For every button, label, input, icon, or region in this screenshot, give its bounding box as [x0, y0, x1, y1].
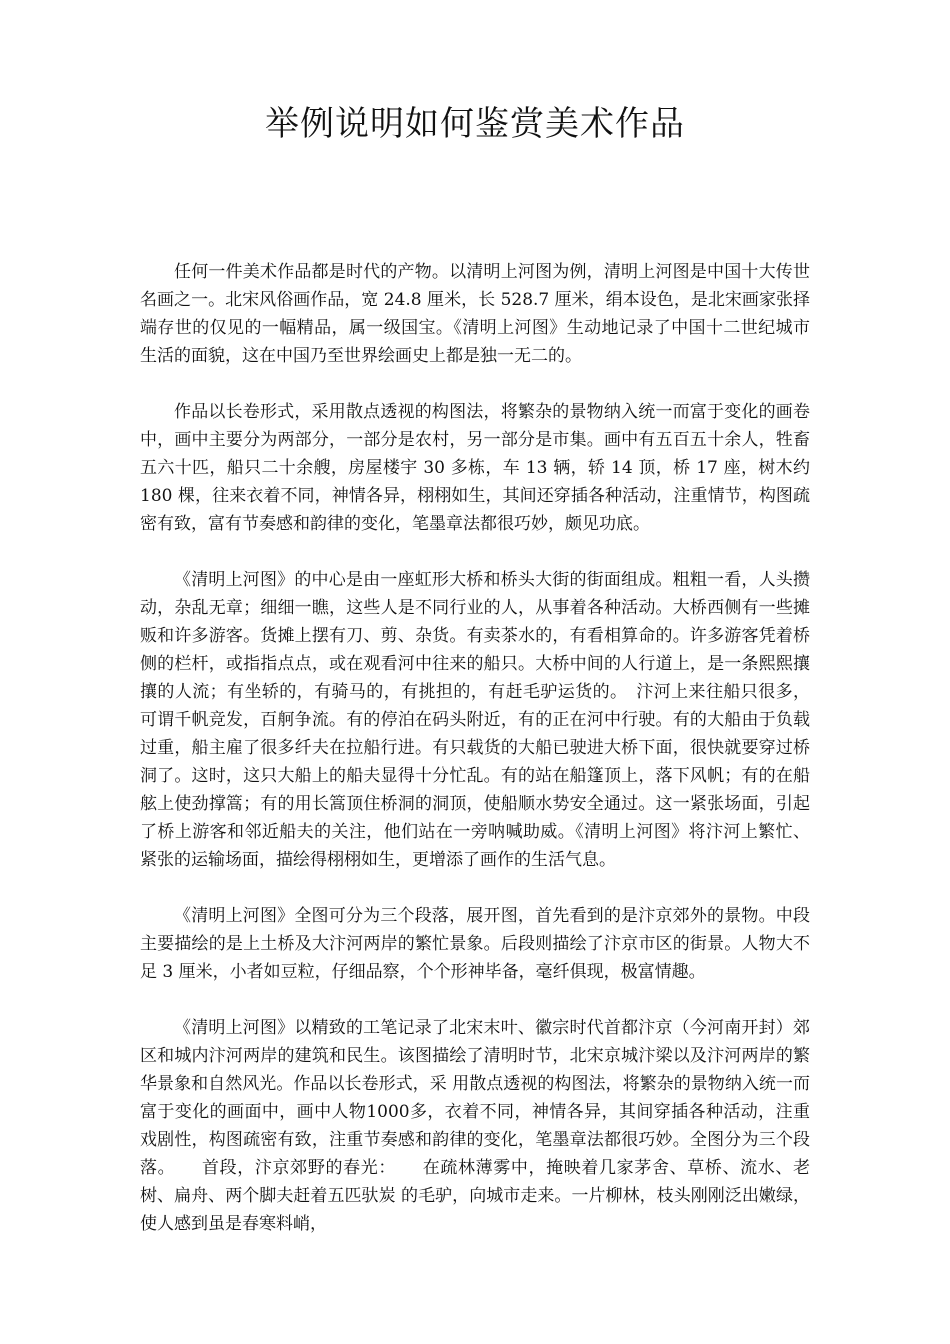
paragraph-4: 《清明上河图》全图可分为三个段落，展开图，首先看到的是汴京郊外的景物。中段主要描绘的是上土桥及大汴河两岸的繁忙景象。后段则描绘了汴京市区的街景。人物大不足 3 厘米，小者如豆粒，仔细品察，个个形神毕备，毫纤俱现，极富情趣。: [140, 906, 810, 982]
paragraph-2: 作品以长卷形式，采用散点透视的构图法，将繁杂的景物纳入统一而富于变化的画卷中，画中主要分为两部分，一部分是农村，另一部分是市集。画中有五百五十余人，牲畜五六十匹，船只二十余艘，房屋楼宇 30 多栋，车 13 辆，轿 14 顶，桥 17 座，树木约 180 棵，往来衣着不同，神情各异，栩栩如生，其间还穿插各种活动，注重情节，构图疏密有致，富有节奏感和韵律的变化，笔墨章法都很巧妙，颇见功底。: [140, 402, 810, 534]
paragraph-5: 《清明上河图》以精致的工笔记录了北宋末叶、徽宗时代首都汴京（今河南开封）郊区和城内汴河两岸的建筑和民生。该图描绘了清明时节，北宋京城汴梁以及汴河两岸的繁华景象和自然风光。作品以长卷形式，采 用散点透视的构图法，将繁杂的景物纳入统一而富于变化的画面中，画中人物1000多，衣着不同，神情各异，其间穿插各种活动，注重戏剧性，构图疏密有致，注重节奏感和韵律的变化，笔墨章法都很巧妙。全图分为三个段落。 首段，汴京郊野的春光： 在疏林薄雾中，掩映着几家茅舍、草桥、流水、老树、扁舟、两个脚夫赶着五匹驮炭 的毛驴，向城市走来。一片柳林，枝头刚刚泛出嫩绿，使人感到虽是春寒料峭，: [140, 1018, 810, 1234]
paragraph-3: 《清明上河图》的中心是由一座虹形大桥和桥头大街的街面组成。粗粗一看，人头攒动，杂乱无章；细细一瞧，这些人是不同行业的人，从事着各种活动。大桥西侧有一些摊贩和许多游客。货摊上摆有刀、剪、杂货。有卖茶水的，有看相算命的。许多游客凭着桥侧的栏杆，或指指点点，或在观看河中往来的船只。大桥中间的人行道上，是一条熙熙攘攘的人流；有坐轿的，有骑马的，有挑担的，有赶毛驴运货的。 汴河上来往船只很多，可谓千帆竞发，百舸争流。有的停泊在码头附近，有的正在河中行驶。有的大船由于负载过重，船主雇了很多纤夫在拉船行进。有只载货的大船已驶进大桥下面，很快就要穿过桥洞了。这时，这只大船上的船夫显得十分忙乱。有的站在船篷顶上，落下风帆；有的在船舷上使劲撑篙；有的用长篙顶住桥洞的洞顶，使船顺水势安全通过。这一紧张场面，引起了桥上游客和邻近船夫的关注，他们站在一旁呐喊助威。《清明上河图》将汴河上繁忙、紧张的运输场面，描绘得栩栩如生，更增添了画作的生活气息。: [140, 570, 810, 870]
document-title: 举例说明如何鉴赏美术作品: [265, 104, 685, 144]
document-body: [140, 258, 810, 1266]
paragraph-1: 任何一件美术作品都是时代的产物。以清明上河图为例，清明上河图是中国十大传世名画之一。北宋风俗画作品，宽 24.8 厘米，长 528.7 厘米，绢本设色，是北宋画家张择端存世的仅见的一幅精品，属一级国宝。《清明上河图》生动地记录了中国十二世纪城市生活的面貌，这在中国乃至世界绘画史上都是独一无二的。: [140, 262, 810, 366]
